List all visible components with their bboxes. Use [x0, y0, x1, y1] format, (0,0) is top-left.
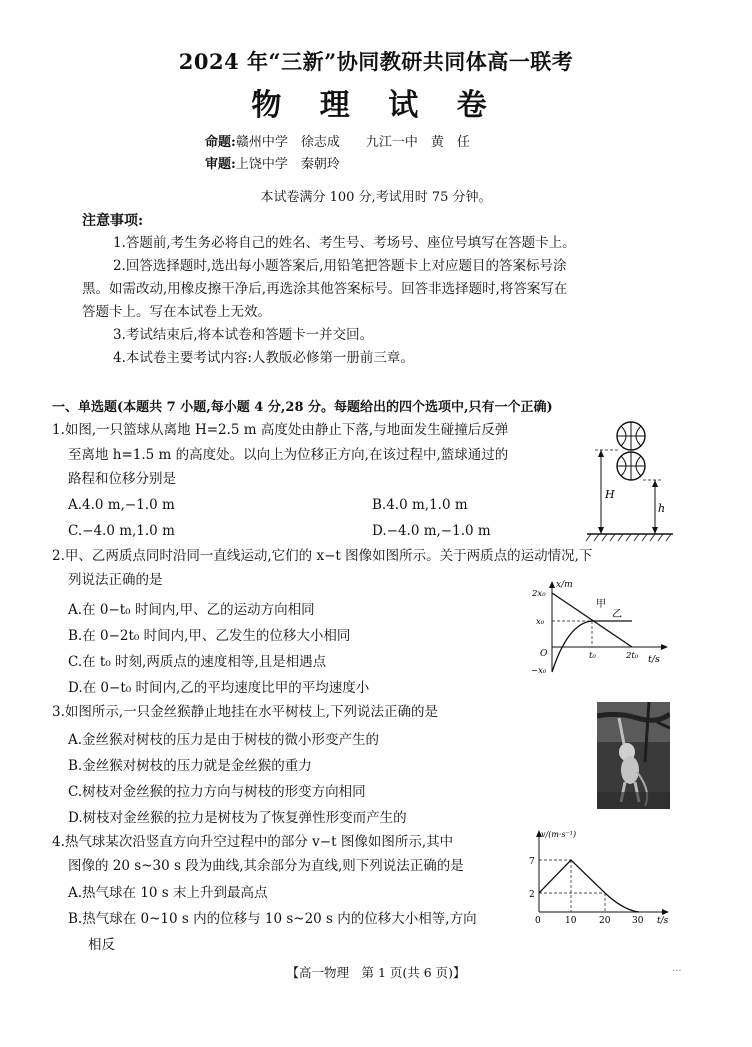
- q4-tick-20: 20: [599, 916, 611, 926]
- notice-item: 2.回答选择题时,选出每小题答案后,用铅笔把答题卡上对应题目的答案标号涂: [113, 258, 567, 274]
- authors-label: 命题:: [205, 135, 236, 150]
- q2-line: 列说法正确的是: [68, 572, 163, 588]
- q1-line: 路程和位移分别是: [68, 471, 176, 487]
- q4-line-segments: [539, 860, 605, 893]
- q1-line: 1.如图,一只篮球从离地 H=2.5 m 高度处由静止下落,与地面发生碰撞后反弹: [52, 422, 509, 438]
- q1-basketball-figure: [585, 418, 675, 544]
- authors-value: 赣州中学 徐志成 九江一中 黄 任: [235, 135, 470, 150]
- q4-tick-7: 7: [529, 857, 535, 867]
- q4-option-b: B.热气球在 0~10 s 内的位移与 10 s~20 s 内的位移大小相等,方向: [68, 911, 477, 927]
- q2-series-b-label: 乙: [612, 609, 622, 620]
- q2-origin: O: [540, 649, 548, 659]
- notice-item: 答题卡上。写在本试卷上无效。: [82, 304, 271, 320]
- q2-series-a-label: 甲: [596, 599, 606, 610]
- footer-mark: ...: [672, 963, 682, 974]
- q2-tick-t0: t₀: [589, 651, 596, 661]
- notice-item: 3.考试结束后,将本试卷和答题卡一并交回。: [113, 327, 374, 343]
- q1-option-c: C.−4.0 m,1.0 m: [68, 523, 175, 539]
- q4-vt-graph: [527, 826, 675, 926]
- q2-option-b: B.在 0−2t₀ 时间内,甲、乙发生的位移大小相同: [68, 628, 351, 644]
- q3-option-a: A.金丝猴对树枝的压力是由于树枝的微小形变产生的: [68, 732, 380, 748]
- q4-option-a: A.热气球在 10 s 末上升到最高点: [68, 885, 268, 901]
- q3-option-b: B.金丝猴对树枝的压力就是金丝猴的重力: [68, 758, 312, 774]
- notice-heading: 注意事项:: [82, 213, 144, 229]
- q4-tick-30: 30: [632, 916, 644, 926]
- q4-y-label: v/(m·s⁻¹): [541, 830, 577, 839]
- q4-tick-10: 10: [565, 916, 577, 926]
- q4-line: 图像的 20 s~30 s 段为曲线,其余部分为直线,则下列说法正确的是: [68, 858, 464, 874]
- page-footer: 【高一物理 第 1 页(共 6 页)】: [286, 965, 466, 980]
- score-info: 本试卷满分 100 分,考试用时 75 分钟。: [260, 190, 492, 205]
- q4-tick-0: 0: [535, 916, 541, 926]
- q2-option-d: D.在 0−t₀ 时间内,乙的平均速度比甲的平均速度小: [68, 680, 370, 696]
- q2-tick-2t0: 2t₀: [626, 651, 639, 661]
- q1-option-a: A.4.0 m,−1.0 m: [68, 497, 175, 513]
- q1-label-h: h: [658, 502, 666, 515]
- q4-x-label: t/s: [657, 916, 669, 926]
- basketball-bottom-icon: [617, 452, 645, 480]
- authors-line: [205, 131, 470, 150]
- q2-tick-neg-x0: −x₀: [531, 666, 547, 676]
- q1-label-H: H: [605, 488, 615, 501]
- notice-item: 黑。如需改动,用橡皮擦干净后,再选涂其他答案标号。回答非选择题时,将答案写在: [82, 281, 568, 297]
- notice-item: 4.本试卷主要考试内容:人教版必修第一册前三章。: [113, 350, 414, 366]
- q3-line: 3.如图所示,一只金丝猴静止地挂在水平树枝上,下列说法正确的是: [52, 704, 438, 720]
- q2-option-a: A.在 0−t₀ 时间内,甲、乙的运动方向相同: [68, 602, 315, 618]
- notice-item: 1.答题前,考生务必将自己的姓名、考生号、考场号、座位号填写在答题卡上。: [113, 235, 576, 251]
- q4-line: 4.热气球某次沿竖直方向升空过程中的部分 v−t 图像如图所示,其中: [52, 834, 454, 850]
- q2-line: 2.甲、乙两质点同时沿同一直线运动,它们的 x−t 图像如图所示。关于两质点的运动情况,下: [52, 548, 593, 564]
- q4-tick-2: 2: [529, 890, 535, 900]
- q1-line: 至离地 h=1.5 m 的高度处。以向上为位移正方向,在该过程中,篮球通过的: [68, 447, 509, 463]
- reviewer-line: [205, 153, 340, 172]
- section-heading: 一、单选题(本题共 7 小题,每小题 4 分,28 分。每题给出的四个选项中,只有一个正确): [52, 400, 553, 415]
- q1-option-d: D.−4.0 m,−1.0 m: [372, 523, 491, 539]
- q2-x-label: t/s: [648, 654, 660, 665]
- basketball-top-icon: [617, 422, 645, 450]
- exam-title: 2024 年“三新”协同教研共同体高一联考: [178, 49, 574, 74]
- q2-option-c: C.在 t₀ 时刻,两质点的速度相等,且是相遇点: [68, 654, 327, 670]
- q3-option-c: C.树枝对金丝猴的拉力方向与树枝的形变方向相同: [68, 784, 366, 800]
- q3-monkey-photo: [597, 702, 670, 809]
- subject-title: 物 理 试 卷: [251, 88, 501, 123]
- q2-y-label: x/m: [556, 580, 573, 590]
- q2-xt-graph: [528, 577, 673, 680]
- q1-option-b: B.4.0 m,1.0 m: [372, 497, 468, 513]
- q3-option-d: D.树枝对金丝猴的拉力是树枝为了恢复弹性形变而产生的: [68, 810, 407, 826]
- q4-curve-segment: [605, 893, 639, 912]
- q2-tick-x0: x₀: [536, 617, 545, 627]
- q2-tick-2x0: 2x₀: [532, 589, 546, 599]
- reviewer-value: 上饶中学 秦朝玲: [235, 157, 340, 172]
- q4-option-b-cont: 相反: [88, 937, 115, 953]
- reviewer-label: 审题:: [205, 157, 236, 172]
